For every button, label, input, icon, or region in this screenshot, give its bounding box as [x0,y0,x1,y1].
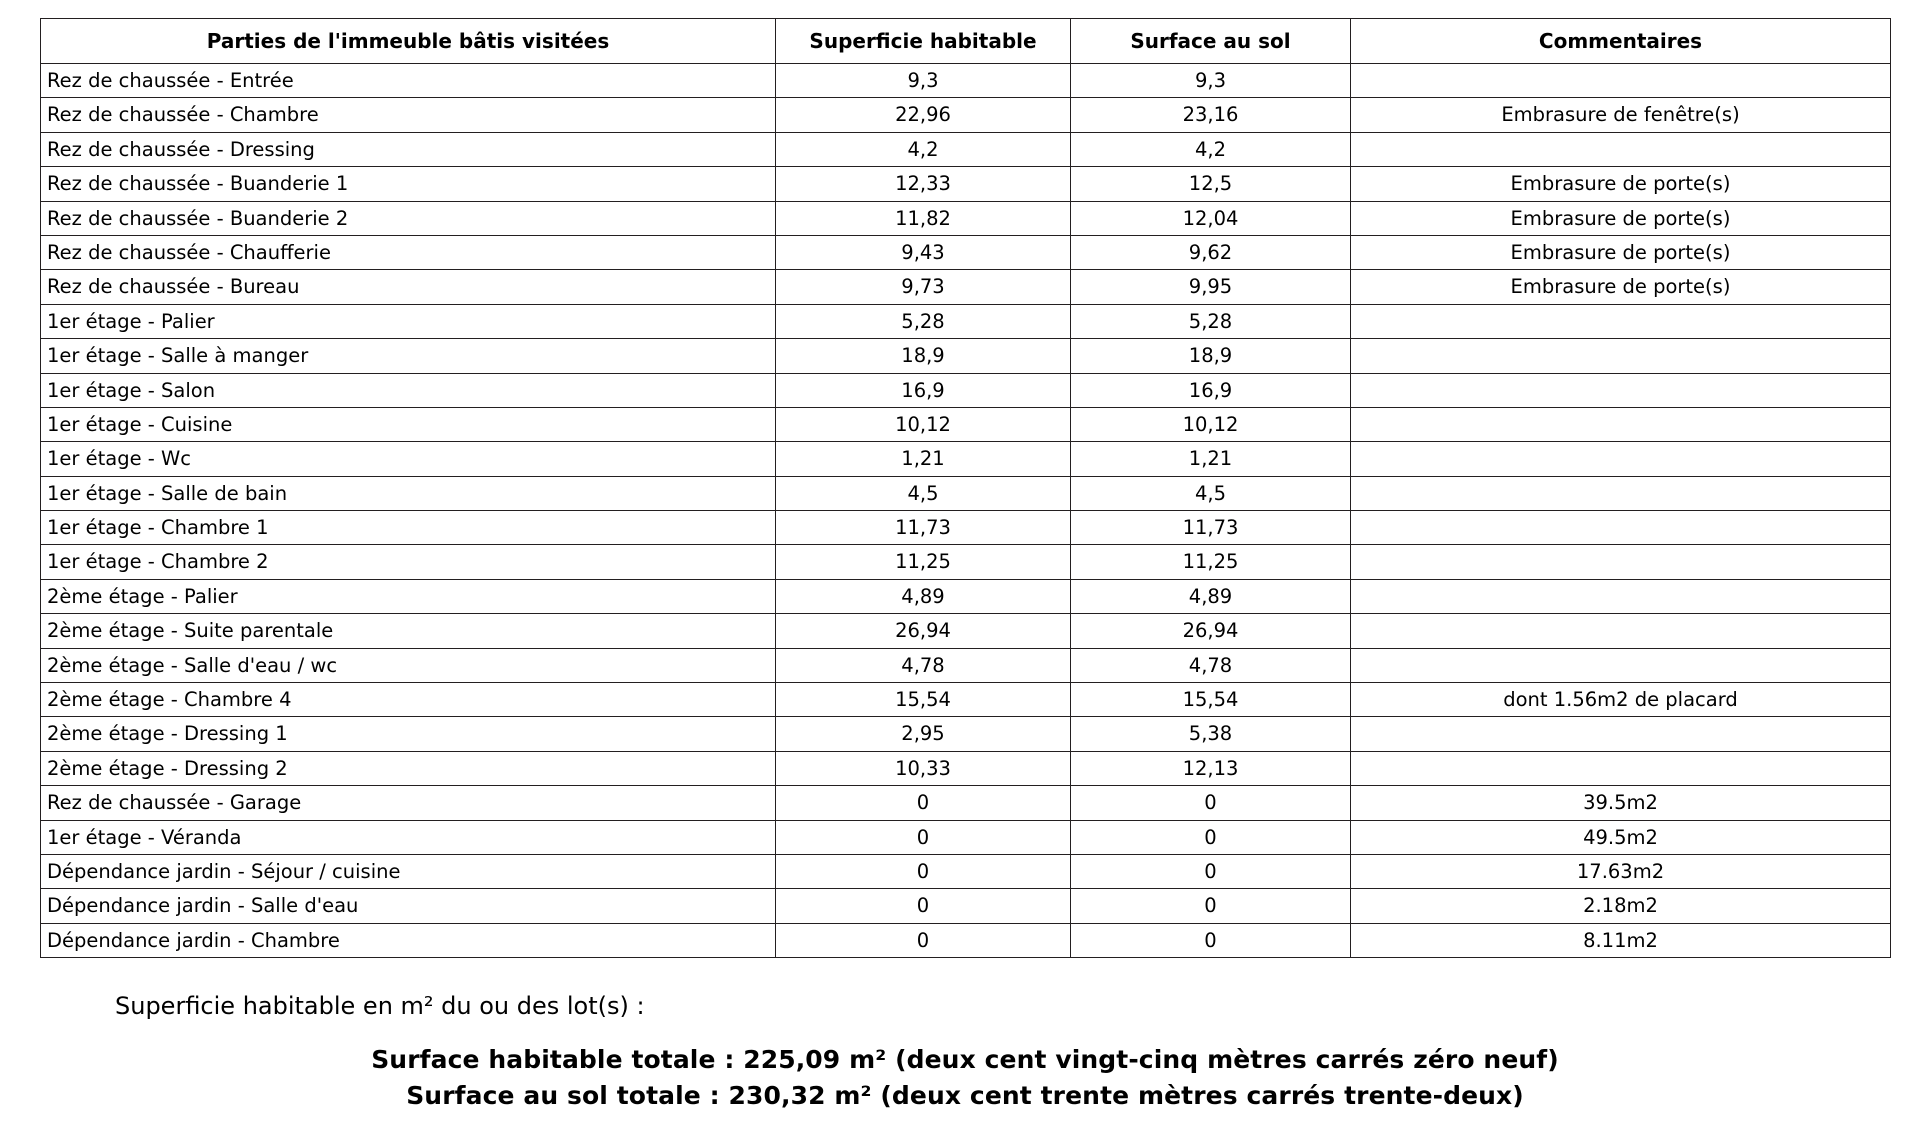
comment-value: 8.11m2 [1351,923,1891,957]
comment-value [1351,304,1891,338]
room-name: Rez de chaussée - Buanderie 1 [41,167,776,201]
room-name: Rez de chaussée - Buanderie 2 [41,201,776,235]
table-row [41,476,1891,510]
table-row [41,64,1891,98]
room-name: 1er étage - Chambre 2 [41,545,776,579]
habitable-value: 4,78 [776,648,1071,682]
column-header-commentaires: Commentaires [1351,19,1891,64]
total-habitable: Surface habitable totale : 225,09 m² (deux cent vingt-cinq mètres carrés zéro neuf) [371,1045,1559,1075]
comment-value [1351,476,1891,510]
room-name: 2ème étage - Salle d'eau / wc [41,648,776,682]
habitable-value: 26,94 [776,614,1071,648]
sol-value: 9,3 [1071,64,1351,98]
sol-value: 4,5 [1071,476,1351,510]
comment-value [1351,339,1891,373]
sol-value: 9,95 [1071,270,1351,304]
habitable-value: 9,43 [776,235,1071,269]
habitable-value: 10,12 [776,407,1071,441]
room-name: 2ème étage - Suite parentale [41,614,776,648]
comment-value [1351,751,1891,785]
sol-value: 0 [1071,820,1351,854]
comment-value: Embrasure de porte(s) [1351,235,1891,269]
column-header-surface-au-sol: Surface au sol [1071,19,1351,64]
table-row [41,511,1891,545]
table-row [41,683,1891,717]
habitable-value: 4,2 [776,132,1071,166]
room-name: 2ème étage - Palier [41,579,776,613]
sol-value: 0 [1071,854,1351,888]
room-name: Dépendance jardin - Chambre [41,923,776,957]
room-name: Rez de chaussée - Entrée [41,64,776,98]
table-row [41,854,1891,888]
sol-value: 12,5 [1071,167,1351,201]
habitable-value: 11,73 [776,511,1071,545]
sol-value: 11,25 [1071,545,1351,579]
habitable-value: 5,28 [776,304,1071,338]
table-row [41,923,1891,957]
comment-value [1351,64,1891,98]
comment-value: Embrasure de porte(s) [1351,167,1891,201]
table-header [41,19,1891,64]
comment-value [1351,717,1891,751]
table-row [41,339,1891,373]
sol-value: 18,9 [1071,339,1351,373]
table-row [41,442,1891,476]
habitable-value: 2,95 [776,717,1071,751]
comment-value [1351,132,1891,166]
comment-value [1351,579,1891,613]
sol-value: 9,62 [1071,235,1351,269]
sol-value: 0 [1071,923,1351,957]
comment-value: Embrasure de porte(s) [1351,201,1891,235]
table-row [41,889,1891,923]
habitable-value: 4,5 [776,476,1071,510]
habitable-value: 15,54 [776,683,1071,717]
habitable-value: 11,82 [776,201,1071,235]
table-row [41,579,1891,613]
comment-value: Embrasure de fenêtre(s) [1351,98,1891,132]
comment-value: dont 1.56m2 de placard [1351,683,1891,717]
sol-value: 5,28 [1071,304,1351,338]
habitable-value: 22,96 [776,98,1071,132]
habitable-value: 9,3 [776,64,1071,98]
table-row [41,167,1891,201]
areas-table [40,18,1891,958]
room-name: Dépendance jardin - Salle d'eau [41,889,776,923]
comment-value [1351,407,1891,441]
sol-value: 5,38 [1071,717,1351,751]
room-name: Dépendance jardin - Séjour / cuisine [41,854,776,888]
room-name: 1er étage - Palier [41,304,776,338]
room-name: Rez de chaussée - Garage [41,786,776,820]
sol-value: 4,2 [1071,132,1351,166]
lots-label: Superficie habitable en m² du ou des lot(s) : [115,992,645,1021]
header-row [41,19,1891,64]
table-row [41,373,1891,407]
habitable-value: 0 [776,889,1071,923]
habitable-value: 0 [776,786,1071,820]
habitable-value: 0 [776,923,1071,957]
table-row [41,304,1891,338]
comment-value [1351,373,1891,407]
table-row [41,407,1891,441]
sol-value: 4,78 [1071,648,1351,682]
sol-value: 26,94 [1071,614,1351,648]
room-name: Rez de chaussée - Chaufferie [41,235,776,269]
table-row [41,235,1891,269]
room-name: 2ème étage - Dressing 1 [41,717,776,751]
room-name: 1er étage - Wc [41,442,776,476]
table-row [41,820,1891,854]
habitable-value: 0 [776,854,1071,888]
sol-value: 10,12 [1071,407,1351,441]
room-name: 1er étage - Cuisine [41,407,776,441]
total-sol: Surface au sol totale : 230,32 m² (deux cent trente mètres carrés trente-deux) [406,1080,1524,1110]
comment-value [1351,511,1891,545]
room-name: 1er étage - Salle de bain [41,476,776,510]
habitable-value: 4,89 [776,579,1071,613]
habitable-value: 1,21 [776,442,1071,476]
habitable-value: 11,25 [776,545,1071,579]
sol-value: 23,16 [1071,98,1351,132]
column-header-superficie-habitable: Superficie habitable [776,19,1071,64]
comment-value: 39.5m2 [1351,786,1891,820]
comment-value [1351,545,1891,579]
comment-value: Embrasure de porte(s) [1351,270,1891,304]
comment-value [1351,442,1891,476]
habitable-value: 0 [776,820,1071,854]
table-row [41,786,1891,820]
comment-value: 49.5m2 [1351,820,1891,854]
room-name: 1er étage - Chambre 1 [41,511,776,545]
sol-value: 11,73 [1071,511,1351,545]
comment-value [1351,648,1891,682]
habitable-value: 10,33 [776,751,1071,785]
room-name: Rez de chaussée - Bureau [41,270,776,304]
table-row [41,648,1891,682]
summary-block [40,992,1890,1113]
sol-value: 15,54 [1071,683,1351,717]
table-row [41,270,1891,304]
room-name: 1er étage - Véranda [41,820,776,854]
table-row [41,201,1891,235]
room-name: 2ème étage - Chambre 4 [41,683,776,717]
table-body [41,64,1891,958]
column-header-parties: Parties de l'immeuble bâtis visitées [41,19,776,64]
room-name: 2ème étage - Dressing 2 [41,751,776,785]
table-row [41,614,1891,648]
room-name: Rez de chaussée - Dressing [41,132,776,166]
room-name: 1er étage - Salon [41,373,776,407]
table-row [41,717,1891,751]
room-name: Rez de chaussée - Chambre [41,98,776,132]
sol-value: 12,13 [1071,751,1351,785]
habitable-value: 9,73 [776,270,1071,304]
sol-value: 12,04 [1071,201,1351,235]
sol-value: 0 [1071,786,1351,820]
comment-value [1351,614,1891,648]
table-row [41,132,1891,166]
room-name: 1er étage - Salle à manger [41,339,776,373]
table-row [41,545,1891,579]
habitable-value: 18,9 [776,339,1071,373]
habitable-value: 16,9 [776,373,1071,407]
sol-value: 4,89 [1071,579,1351,613]
comment-value: 2.18m2 [1351,889,1891,923]
table-row [41,98,1891,132]
sol-value: 16,9 [1071,373,1351,407]
habitable-value: 12,33 [776,167,1071,201]
sol-value: 0 [1071,889,1351,923]
table-row [41,751,1891,785]
sol-value: 1,21 [1071,442,1351,476]
comment-value: 17.63m2 [1351,854,1891,888]
